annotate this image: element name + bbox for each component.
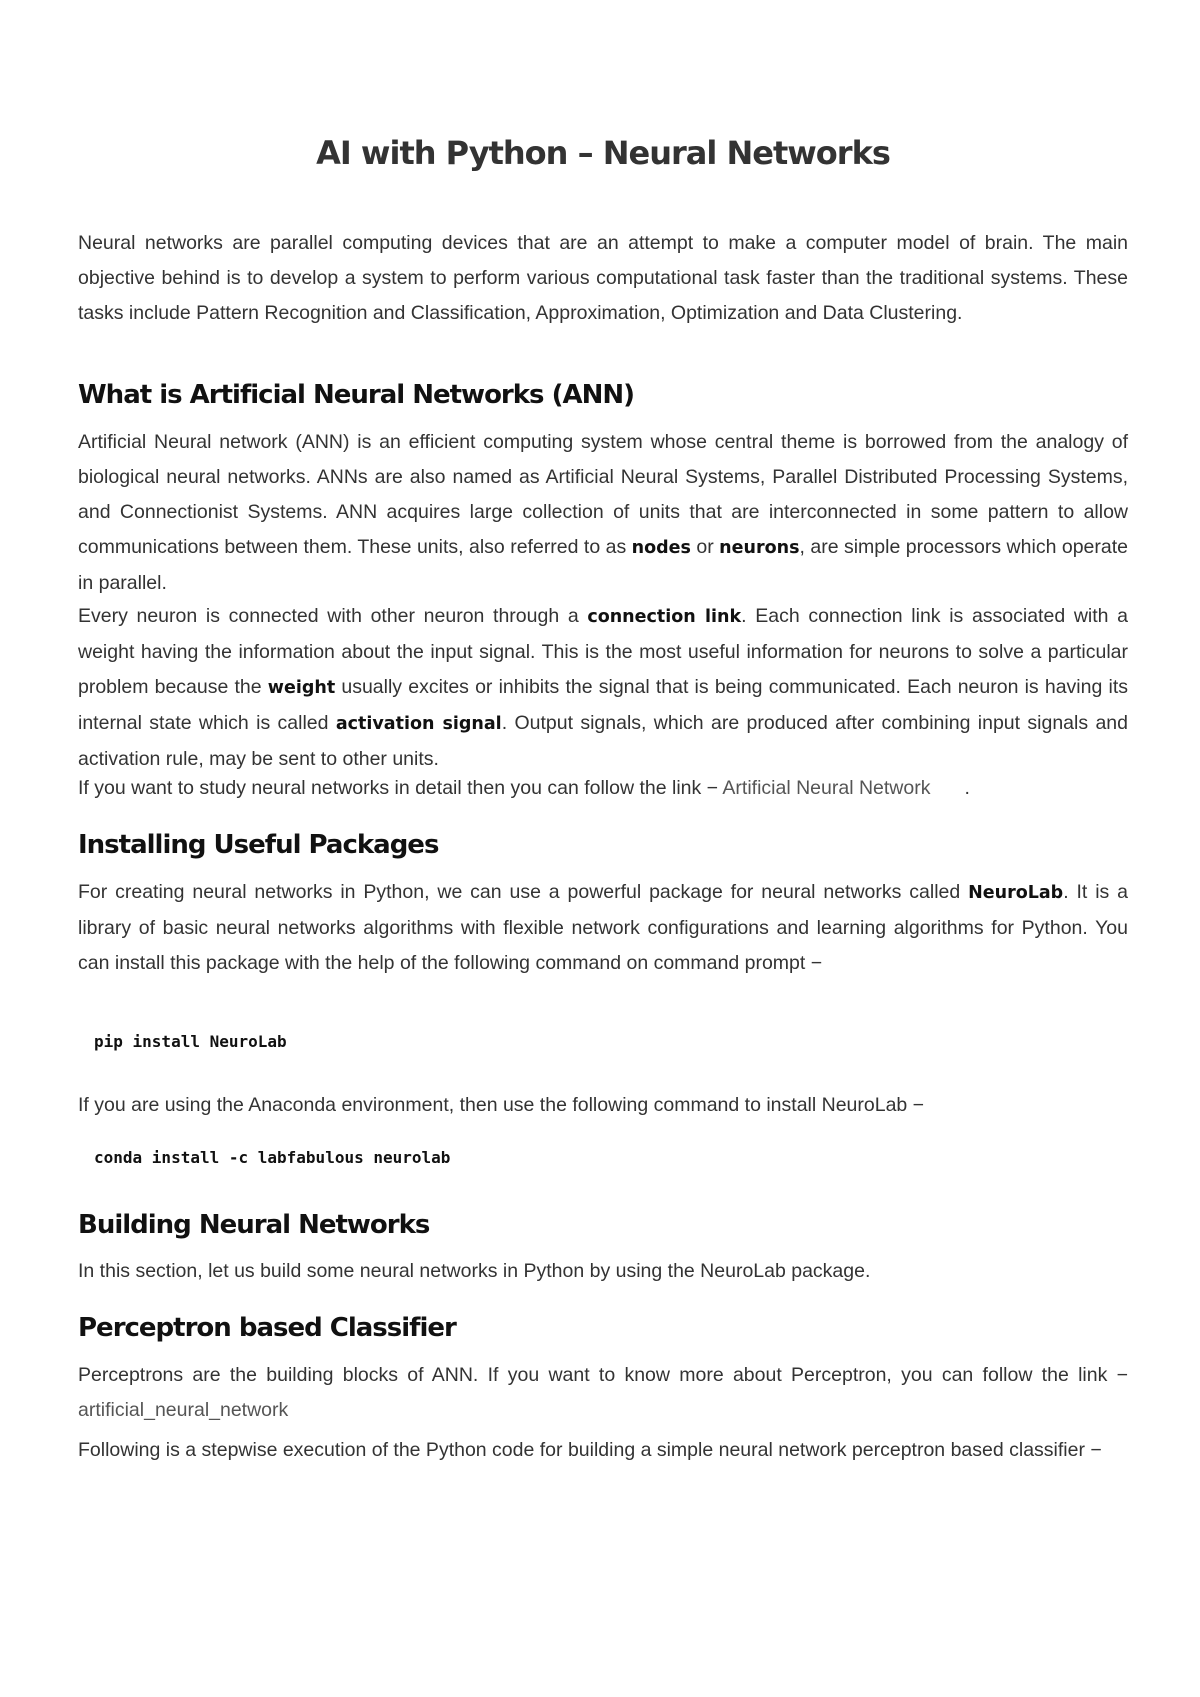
bold-term-nodes: nodes xyxy=(631,538,691,558)
heading-perceptron-classifier: Perceptron based Classifier xyxy=(78,1313,456,1343)
heading-building-networks: Building Neural Networks xyxy=(78,1210,430,1240)
bold-term-neurons: neurons xyxy=(719,538,800,558)
perceptron-paragraph-2: Following is a stepwise execution of the Python code for building a simple neural network perceptron based classifier − xyxy=(78,1439,1102,1461)
ann-paragraph-3: If you want to study neural networks in detail then you can follow the link − Artificial Neural Network . xyxy=(78,777,970,799)
install-paragraph-1: For creating neural networks in Python, we can use a powerful package for neural networks called NeuroLab. It is a library of basic neural networks algorithms with flexible network configurations and learning algorithms for Python. You can install this package with the help of the following command on command prompt − xyxy=(78,881,1129,974)
page-title: AI with Python – Neural Networks xyxy=(316,134,890,172)
bold-term-connection-link: connection link xyxy=(587,607,742,627)
ann-paragraph-1: Artificial Neural network (ANN) is an efficient computing system whose central theme is borrowed from the analogy of biological neural networks. ANNs are also named as Artificial Neural Systems, Parallel Distributed Processing Systems, and Connectionist Systems. ANN acquires large collection of units that are interconnected in some pattern to allow communications between them. These units, also referred to as nodes or neurons, are simple processors which operate in parallel. xyxy=(78,431,1128,594)
heading-installing-packages: Installing Useful Packages xyxy=(78,830,439,860)
ann-paragraph-2: Every neuron is connected with other neuron through a connection link. Each connection link is associated with a weight having the information about the input signal. This is the most useful information for neurons to solve a particular problem because the weight usually excites or inhibits the signal that is being communicated. Each neuron is having its internal state which is called activation signal. Output signals, which are produced after combining input signals and activation rule, may be sent to other units. xyxy=(78,605,1128,770)
bold-term-weight: weight xyxy=(267,678,336,698)
bold-term-neurolab: NeuroLab xyxy=(968,883,1064,903)
install-paragraph-2: If you are using the Anaconda environment, then use the following command to install NeuroLab − xyxy=(78,1094,925,1116)
link-artificial-neural-network-2[interactable]: artificial_neural_network xyxy=(78,1399,289,1421)
intro-paragraph: Neural networks are parallel computing devices that are an attempt to make a computer model of brain. The main objective behind is to develop a system to perform various computational task faster than the traditional systems. These tasks include Pattern Recognition and Classification, Approximation, Optimization and Data Clustering. xyxy=(78,232,1128,324)
heading-what-is-ann: What is Artificial Neural Networks (ANN) xyxy=(78,380,634,410)
code-pip-install: pip install NeuroLab xyxy=(94,1032,287,1051)
perceptron-paragraph-1: Perceptrons are the building blocks of ANN. If you want to know more about Perceptron, you can follow the link − artificial_neural_network xyxy=(78,1364,1128,1421)
link-artificial-neural-network[interactable]: Artificial Neural Network xyxy=(722,777,931,799)
build-paragraph: In this section, let us build some neural networks in Python by using the NeuroLab package. xyxy=(78,1260,871,1282)
bold-term-activation-signal: activation signal xyxy=(335,714,502,734)
code-conda-install: conda install -c labfabulous neurolab xyxy=(94,1148,451,1167)
